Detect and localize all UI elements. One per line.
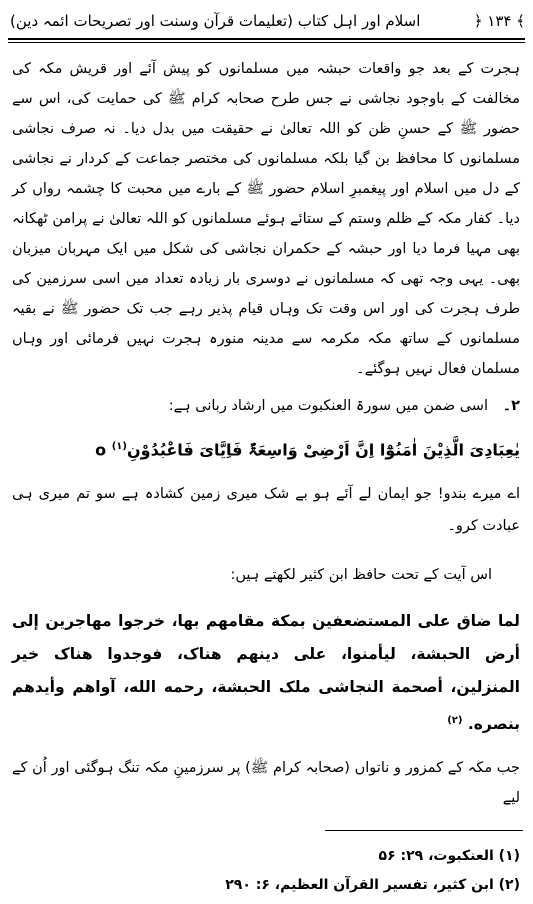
quote-footnote-ref: (۲) bbox=[447, 715, 463, 726]
quran-verse bbox=[12, 432, 520, 465]
paragraph-hijrat-abyssinia: ہجرت کے بعد جو واقعات حبشہ میں مسلمانوں کو پیش آئے اور قریش مکہ کی مخالفت کے باوجود نجاشی نے جس طرح صحابہ کرام ﷺ کی حمایت کی، اس سے حضور ﷺ کے حسنِ ظن کو اللہ تعالیٰ نے حقیقت میں بدل دیا۔ نہ صرف نجاشی مسلمانوں کا محافظ بن گیا بلکہ مسلمانوں کی مختصر جماعت کے کردار نے نجاشی کے دل میں اسلام اور پیغمبرِ اسلام حضور ﷺ کے بارے میں محبت کا چشمہ رواں کر دیا۔ کفار مکہ کے ظلم وستم کے ستائے ہوئے مسلمانوں کو اللہ تعالیٰ نے پرامن ٹھکانہ بھی مہیا فرما دیا اور حبشہ کے حکمران نجاشی کی شکل میں ایک مہربان میزبان بھی۔ یہی وجہ تھی کہ مسلمانوں نے دوسری بار زیادہ تعداد میں اسی سرزمین کی طرف ہجرت کی اور اس وقت تک وہاں قیام پذیر رہے جب تک حضور ﷺ نے بقیہ مسلمانوں کے ساتھ مکہ مکرمہ سے مدینہ منورہ ہجرت نہیں فرمائی اور وہاں مسلمان فعال نہیں ہوگئے۔ bbox=[12, 61, 520, 377]
page-number: ﴿ ۱۳۴ ﴾ bbox=[473, 12, 525, 30]
running-header-title: اسلام اور اہل کتاب (تعلیمات قرآن وسنت اور تصریحات ائمہ دین) bbox=[10, 12, 421, 30]
paragraph-continuation: جب مکہ کے کمزور و ناتواں (صحابہ کرام ﷺ) پر سرزمینِ مکہ تنگ ہوگئی اور اُن کے لیے bbox=[12, 760, 520, 806]
verse-footnote-ref: (۱) bbox=[111, 441, 127, 452]
header-rule-thin bbox=[8, 42, 525, 43]
quote-text: لما ضاق علی المستضعفین بمکة مقامھم بھا، خرجوا مھاجرین إلی أرض الحبشة، لیأمنوا، علی دینھم ھناک، فوجدوا ھناک خیر المنزلین، أصحمة النجاشی ملک الحبشة، رحمه الله، آواھم وأیدھم بنصره. bbox=[12, 612, 520, 734]
page-header bbox=[10, 6, 525, 36]
footnote-2: (۲) ابن کثیر، تفسیر القرآن العظیم، ۶: ۲۹۰ bbox=[225, 877, 520, 893]
point-number: ۲۔ bbox=[502, 398, 520, 414]
verse-translation: اے میرے بندو! جو ایمان لے آئے ہو بے شک میری زمین کشادہ ہے سو تم میری ہی عبادت کرو۔ bbox=[12, 486, 520, 534]
point-2 bbox=[12, 392, 520, 420]
ibn-kathir-intro: اس آیت کے تحت حافظ ابن کثیر لکھتے ہیں: bbox=[230, 567, 492, 583]
verse-text: یٰعِبَادِیَ الَّذِیْنَ اٰمَنُوْٓا اِنَّ اَرْضِیْ وَاسِعَۃٌ فَاِیَّایَ فَاعْبُدُوْنِo bbox=[95, 440, 520, 460]
footnote-divider bbox=[325, 830, 523, 831]
ibn-kathir-quote bbox=[12, 605, 520, 741]
header-rule-thick bbox=[8, 38, 525, 40]
point-text: اسی ضمن میں سورۃ العنکبوت میں ارشاد ربانی ہے: bbox=[168, 398, 488, 414]
footnote-1: (۱) العنکبوت، ۲۹: ۵۶ bbox=[378, 848, 520, 864]
